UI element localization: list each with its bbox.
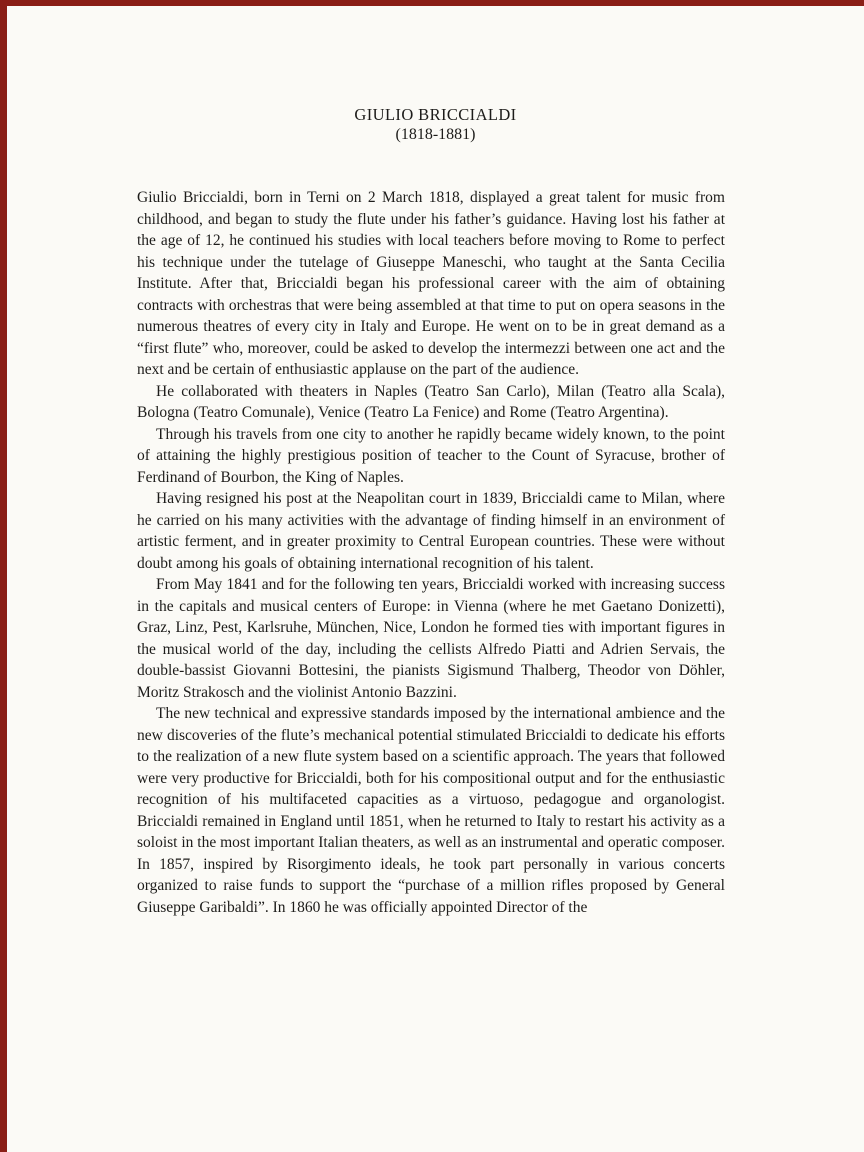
- paragraph: Having resigned his post at the Neapolitan court in 1839, Briccialdi came to Milan, where he carried on his many activities with the advantage of finding himself in an environment of artistic ferment, and in greater proximity to Central European countries. These were without doubt among his goals of obtaining international recognition of his talent.: [137, 490, 725, 572]
- body-text: [7, 187, 864, 918]
- paragraph: Giulio Briccialdi, born in Terni on 2 March 1818, displayed a great talent for music from childhood, and began to study the flute under his father’s guidance. Having lost his father at the age of 12, he continued his studies with local teachers before moving to Rome to perfect his technique under the tutelage of Giuseppe Maneschi, who taught at the Santa Cecilia Institute. After that, Briccialdi began his professional career with the aim of obtaining contracts with orchestras that were being assembled at that time to put on opera seasons in the numerous theatres of every city in Italy and Europe. He went on to be in great demand as a “first flute” who, moreover, could be asked to develop the intermezzi between one act and the next and be certain of enthusiastic applause on the part of the audience.: [137, 189, 725, 378]
- paragraph: He collaborated with theaters in Naples (Teatro San Carlo), Milan (Teatro alla Scala), Bologna (Teatro Comunale), Venice (Teatro La Fenice) and Rome (Teatro Argentina).: [137, 382, 725, 421]
- page-subtitle: (1818-1881): [395, 126, 476, 143]
- paragraph: From May 1841 and for the following ten years, Briccialdi worked with increasing success in the capitals and musical centers of Europe: in Vienna (where he met Gaetano Donizetti), Graz, Linz, Pest, Karlsruhe, München, Nice, London he formed ties with important figures in the musical world of the day, including the cellists Alfredo Piatti and Adrien Servais, the double-bassist Giovanni Bottesini, the pianists Sigismund Thalberg, Theodor von Döhler, Moritz Strakosch and the violinist Antonio Bazzini.: [137, 576, 725, 701]
- heading-block: [7, 105, 864, 145]
- scan-edge-left: [0, 0, 7, 1152]
- paragraph: Through his travels from one city to another he rapidly became widely known, to the point of attaining the highly prestigious position of teacher to the Count of Syracuse, brother of Ferdinand of Bourbon, the King of Naples.: [137, 425, 725, 486]
- page-title: GIULIO BRICCIALDI: [354, 105, 517, 124]
- paragraph: The new technical and expressive standards imposed by the international ambience and the new discoveries of the flute’s mechanical potential stimulated Briccialdi to dedicate his efforts to the realization of a new flute system based on a scientific approach. The years that followed were very productive for Briccialdi, both for his compositional output and for the enthusiastic recognition of his multifaceted capacities as a virtuoso, pedagogue and organologist. Briccialdi remained in England until 1851, when he returned to Italy to restart his activity as a soloist in the most important Italian theaters, as well as an instrumental and operatic composer. In 1857, inspired by Risorgimento ideals, he took part personally in various concerts organized to raise funds to support the “purchase of a million rifles proposed by General Giuseppe Garibaldi”. In 1860 he was officially appointed Director of the: [137, 705, 725, 916]
- book-page: [7, 6, 864, 1152]
